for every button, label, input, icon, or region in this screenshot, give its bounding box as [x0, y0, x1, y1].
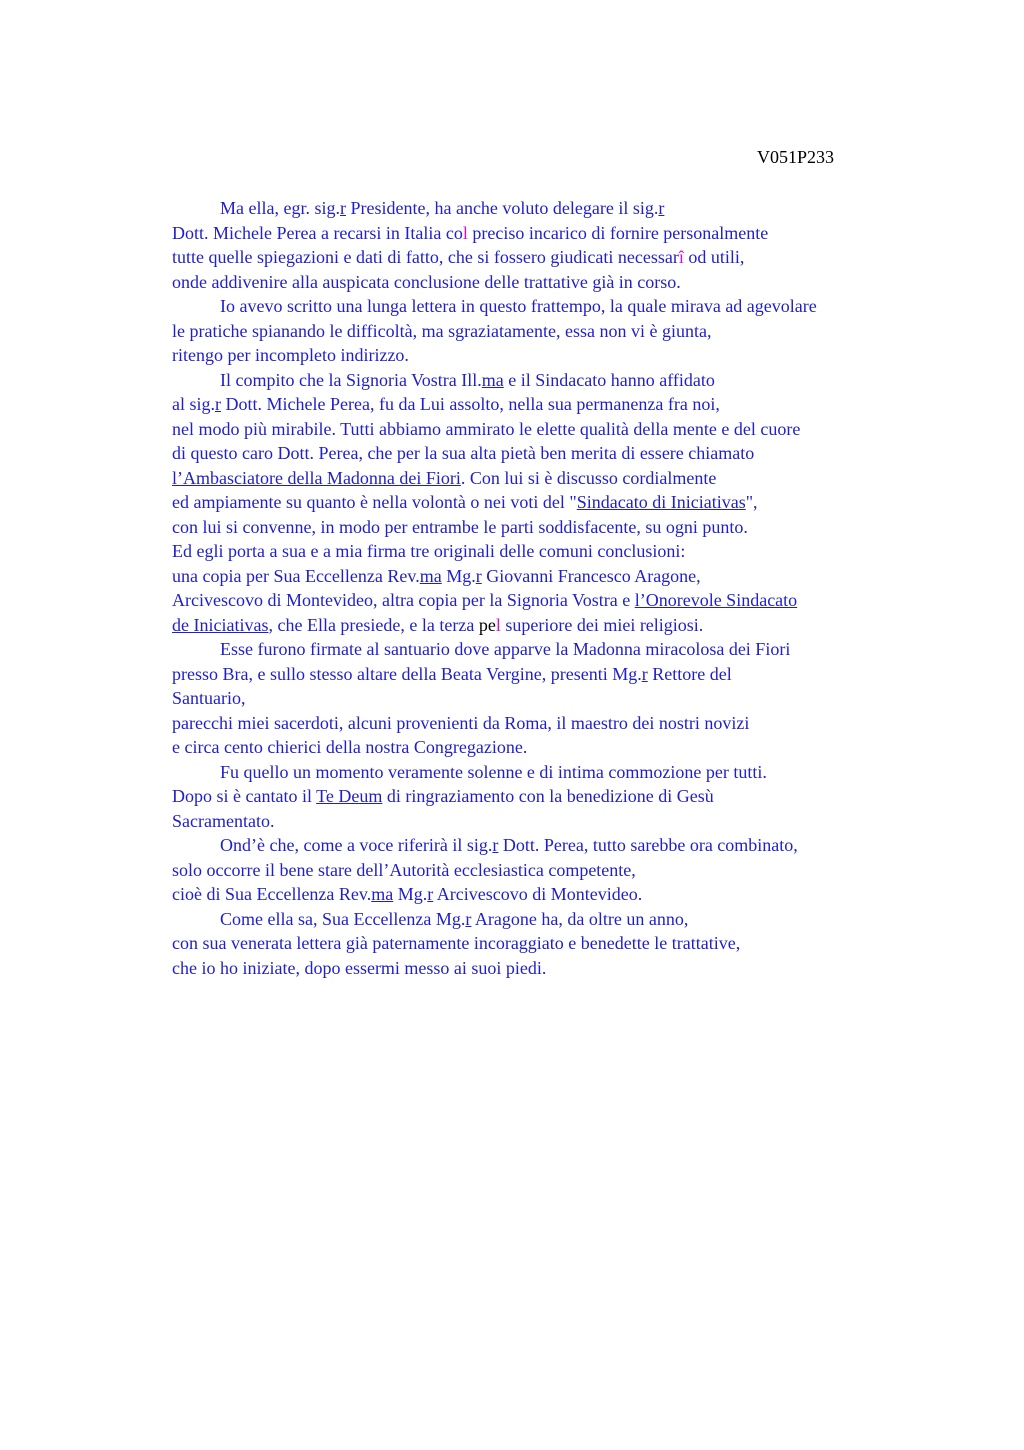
- text-segment: Mg.: [393, 884, 428, 904]
- underlined-text: l’Onorevole Sindacato: [634, 590, 798, 610]
- text-line: [172, 441, 932, 466]
- black-text: pe: [478, 614, 496, 635]
- text-segment: Mg.: [441, 565, 476, 586]
- underlined-text: ma: [481, 369, 504, 390]
- text-segment: Giovanni Francesco Aragone,: [481, 565, 701, 586]
- text-line: [172, 907, 932, 932]
- text-line: [172, 662, 932, 687]
- text-line: [172, 588, 932, 613]
- text-line: [172, 760, 932, 785]
- underlined-text: ma: [371, 884, 394, 904]
- underlined-text: r: [492, 835, 499, 855]
- text-line: [172, 368, 932, 393]
- text-line: [172, 417, 932, 442]
- text-segment: Arcivescovo di Montevideo.: [433, 884, 643, 904]
- text-line: [172, 809, 932, 834]
- text-segment: con lui si convenne, in modo per entrambe le parti soddisfacente, su ogni punto.: [172, 516, 748, 537]
- text-segment: nel modo più mirabile. Tutti abbiamo ammirato le elette qualità della mente e del cuore: [172, 418, 801, 439]
- underlined-text: r: [658, 198, 665, 218]
- annotated-character: l: [495, 614, 501, 635]
- text-line: [172, 221, 932, 246]
- text-line: [172, 613, 932, 638]
- text-segment: ",: [745, 492, 758, 512]
- text-segment: ritengo per incompleto indirizzo.: [172, 345, 409, 365]
- text-segment: Dopo si è cantato il: [172, 786, 317, 806]
- underlined-text: r: [641, 663, 648, 684]
- text-line: [172, 343, 932, 368]
- text-segment: presso Bra, e sullo stesso altare della Beata Vergine, presenti Mg.: [172, 663, 642, 684]
- text-line: [172, 539, 932, 564]
- text-segment: Ond’è che, come a voce riferirà il sig.: [220, 835, 493, 855]
- annotated-character: l: [462, 222, 468, 243]
- underlined-text: r: [215, 394, 221, 414]
- text-segment: Santuario,: [172, 688, 246, 708]
- text-segment: con sua venerata lettera già paternamente incoraggiato e benedette le trattative,: [172, 933, 741, 953]
- text-segment: preciso incarico di fornire personalmente: [467, 222, 769, 243]
- text-segment: Ed egli porta a sua e a mia firma tre originali delle comuni conclusioni:: [172, 541, 686, 561]
- text-segment: solo occorre il bene stare dell’Autorità ecclesiastica competente,: [172, 859, 636, 880]
- letter-body: [172, 196, 932, 980]
- underlined-text: Sindacato di Iniciativas: [576, 492, 746, 512]
- text-line: [172, 392, 932, 417]
- text-segment: superiore dei miei religiosi.: [500, 614, 704, 635]
- underlined-text: r: [339, 198, 346, 218]
- text-line: [172, 515, 932, 540]
- text-segment: di questo caro Dott. Perea, che per la sua alta pietà ben merita di essere chiamato: [172, 443, 755, 463]
- text-segment: al sig.: [172, 394, 215, 414]
- page-identifier: V051P233: [757, 147, 835, 167]
- text-line: [172, 490, 932, 515]
- text-segment: Dott. Michele Perea, fu da Lui assolto, nella sua permanenza fra noi,: [221, 394, 720, 414]
- text-segment: Presidente, ha anche voluto delegare il sig.: [345, 198, 659, 218]
- underlined-text: l’Ambasciatore della Madonna dei Fiori: [172, 467, 461, 488]
- underlined-text: de Iniciativas: [172, 614, 269, 635]
- text-segment: Io avevo scritto una lunga lettera in questo frattempo, la quale mirava ad agevolare: [220, 296, 817, 316]
- text-line: [172, 686, 932, 711]
- text-segment: Fu quello un momento veramente solenne e di intima commozione per tutti.: [220, 761, 767, 782]
- text-segment: una copia per Sua Eccellenza Rev.: [172, 565, 420, 586]
- text-line: [172, 735, 932, 760]
- text-segment: Ma ella, egr. sig.: [220, 198, 340, 218]
- text-segment: Aragone ha, da oltre un anno,: [471, 908, 689, 929]
- underlined-text: r: [465, 908, 472, 929]
- text-line: [172, 294, 932, 319]
- text-segment: Esse furono firmate al santuario dove apparve la Madonna miracolosa dei Fiori: [220, 639, 791, 659]
- text-segment: Sacramentato.: [172, 810, 275, 831]
- text-line: [172, 245, 932, 270]
- text-segment: onde addivenire alla auspicata conclusione delle trattative già in corso.: [172, 271, 681, 292]
- text-line: [172, 956, 932, 981]
- text-segment: cioè di Sua Eccellenza Rev.: [172, 884, 372, 904]
- text-segment: e il Sindacato hanno affidato: [503, 369, 715, 390]
- text-segment: ed ampiamente su quanto è nella volontà o nei voti del ": [172, 492, 577, 512]
- text-line: [172, 833, 932, 858]
- underlined-text: Te Deum: [316, 786, 383, 806]
- text-segment: , che Ella presiede, e la terza: [268, 614, 479, 635]
- text-segment: Come ella sa, Sua Eccellenza Mg.: [220, 908, 466, 929]
- text-line: [172, 270, 932, 295]
- text-line: [172, 711, 932, 736]
- text-segment: parecchi miei sacerdoti, alcuni provenienti da Roma, il maestro dei nostri novizi: [172, 712, 750, 733]
- underlined-text: r: [475, 565, 482, 586]
- underlined-text: r: [427, 884, 434, 904]
- text-segment: di ringraziamento con la benedizione di Gesù: [382, 786, 714, 806]
- text-segment: le pratiche spianando le difficoltà, ma sgraziatamente, essa non vi è giunta,: [172, 320, 712, 341]
- text-line: [172, 858, 932, 883]
- text-segment: Arcivescovo di Montevideo, altra copia per la Signoria Vostra e: [172, 590, 635, 610]
- text-segment: Dott. Michele Perea a recarsi in Italia co: [172, 222, 463, 243]
- annotated-character: î: [678, 247, 684, 267]
- text-segment: e circa cento chierici della nostra Congregazione.: [172, 737, 528, 757]
- text-segment: che io ho iniziate, dopo essermi messo ai suoi piedi.: [172, 957, 547, 978]
- text-segment: tutte quelle spiegazioni e dati di fatto, che si fossero giudicati necessar: [172, 247, 679, 267]
- text-segment: Dott. Perea, tutto sarebbe ora combinato,: [498, 835, 798, 855]
- text-segment: . Con lui si è discusso cordialmente: [460, 467, 717, 488]
- text-segment: Il compito che la Signoria Vostra Ill.: [220, 369, 482, 390]
- text-line: [172, 564, 932, 589]
- text-segment: Rettore del: [647, 663, 732, 684]
- text-line: [172, 466, 932, 491]
- text-line: [172, 931, 932, 956]
- text-line: [172, 319, 932, 344]
- text-line: [172, 637, 932, 662]
- text-line: [172, 784, 932, 809]
- text-line: [172, 882, 932, 907]
- text-line: [172, 196, 932, 221]
- underlined-text: ma: [419, 565, 442, 586]
- text-segment: od utili,: [683, 247, 745, 267]
